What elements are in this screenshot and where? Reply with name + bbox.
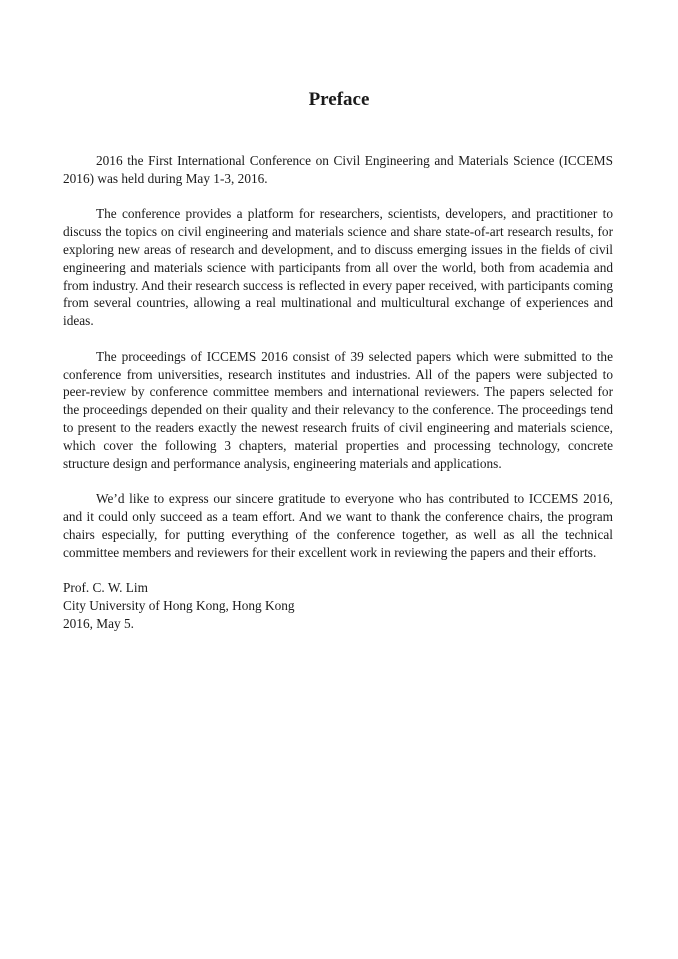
preface-body bbox=[63, 152, 613, 633]
paragraph-conference-platform: The conference provides a platform for researchers, scientists, developers, and practitioner to discuss the topics on civil engineering and materials science and share state-of-art research results, for exploring new areas of research and development, and to discuss emerging issues in the fields of civil engineering and materials science with participants from all over the world, both from academia and from industry. And their research success is reflected in every paper received, with participants coming from several countries, allowing a real multinational and multicultural exchange of experiences and ideas. bbox=[63, 206, 613, 329]
signature-date: 2016, May 5. bbox=[63, 616, 134, 632]
page-title: Preface bbox=[308, 89, 370, 110]
signature-name: Prof. C. W. Lim bbox=[63, 580, 148, 596]
signature-block bbox=[63, 579, 613, 633]
signature-affiliation: City University of Hong Kong, Hong Kong bbox=[63, 598, 295, 614]
paragraph-acknowledgement: We’d like to express our sincere gratitude to everyone who has contributed to ICCEMS 2016, and it could only succeed as a team effort. And we want to thank the conference chairs, the program chairs especially, for putting everything of the conference together, as well as all the technical committee members and reviewers for their excellent work in reviewing the papers and their efforts. bbox=[63, 491, 613, 560]
paragraph-intro: 2016 the First International Conference on Civil Engineering and Materials Science (ICCEMS 2016) was held during May 1-3, 2016. bbox=[63, 153, 613, 186]
paragraph-proceedings: The proceedings of ICCEMS 2016 consist of 39 selected papers which were submitted to the conference from universities, research institutes and industries. All of the papers were subjected to peer-review by conference committee members and international reviewers. The papers selected for the proceedings depended on their quality and their relevancy to the conference. The proceedings tend to present to the readers exactly the newest research fruits of civil engineering and materials science, which cover the following 3 chapters, material properties and processing technology, concrete structure design and performance analysis, engineering materials and applications. bbox=[63, 348, 613, 471]
